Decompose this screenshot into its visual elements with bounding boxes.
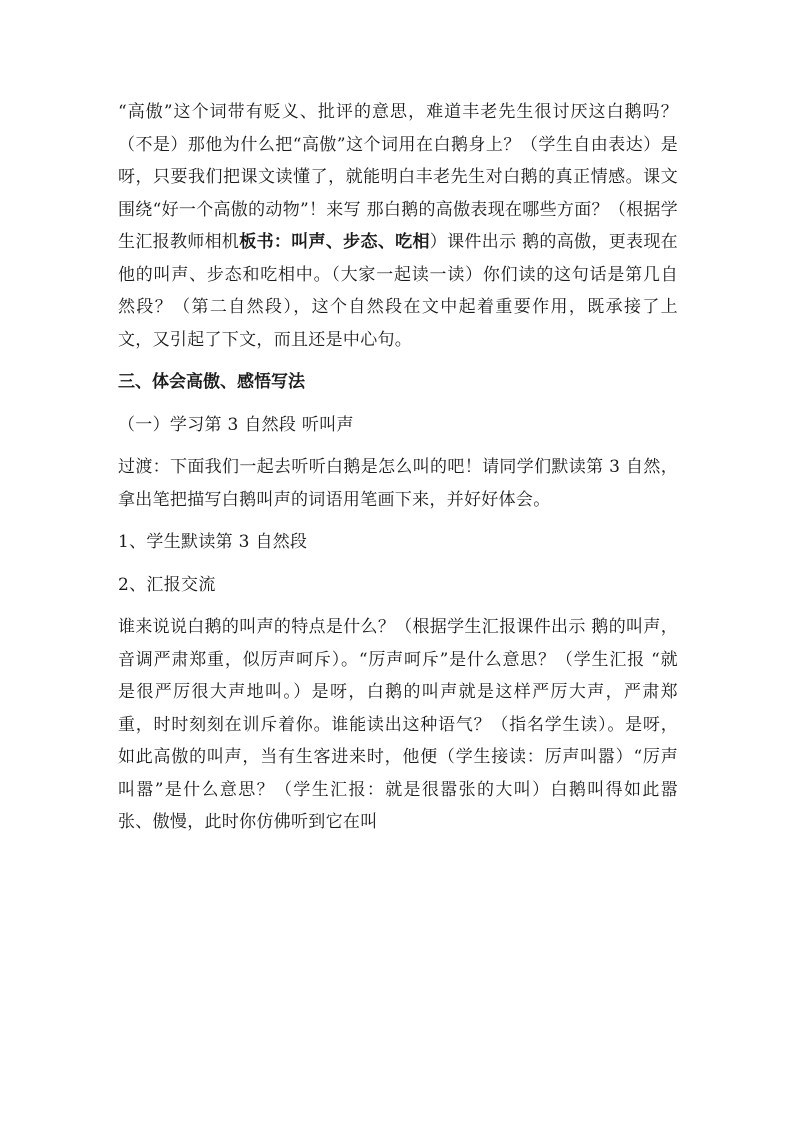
step-1: 1、学生默读第 3 自然段 — [118, 532, 308, 552]
sub-heading: （一）学习第 3 自然段 听叫声 — [118, 414, 354, 435]
board-writing-bold: 板书：叫声、步态、吃相 — [239, 232, 430, 252]
spacer — [118, 356, 678, 366]
paragraph-intro-part2: ）课件出示 鹅的高傲，更表现在他的叫声、步态和吃相中。（大家一起读一读）你们读的这句话是第几自然段？（第二自然段），这个自然段在文中起着重要作用，既承接了上文，又引起了下文，而且还是中心句。 — [118, 232, 678, 350]
paragraph-intro — [118, 96, 678, 356]
paragraph-transition: 过渡：下面我们一起去听听白鹅是怎么叫的吧！请同学们默读第 3 自然，拿出笔把描写白鹅叫声的词语用笔画下来，并好好体会。 — [118, 457, 678, 510]
step-2: 2、汇报交流 — [118, 574, 216, 595]
document-page — [118, 96, 678, 839]
paragraph-intro-part1: “高傲”这个词带有贬义、批评的意思，难道丰老先生很讨厌这白鹅吗？（不是）那他为什么把“高傲”这个词用在白鹅身上？（学生自由表达）是呀，只要我们把课文读懂了，就能明白丰老先生对白鹅的真正情感。课文围绕“好一个高傲的动物”！来写 那白鹅的高傲表现在哪些方面？（根据学生汇报教师相机 — [118, 102, 678, 252]
spacer — [118, 516, 678, 526]
spacer — [118, 441, 678, 451]
section-heading: 三、体会高傲、感悟写法 — [118, 372, 305, 392]
spacer — [118, 601, 678, 611]
spacer — [118, 559, 678, 569]
paragraph-report: 谁来说说白鹅的叫声的特点是什么？（根据学生汇报课件出示 鹅的叫声，音调严肃郑重，似厉声呵斥）。“厉声呵斥”是什么意思？（学生汇报 “就是很严厉很大声地叫。）是呀，白鹅的叫声就是这样严厉大声，严肃郑重，时时刻刻在训斥着你。谁能读出这种语气？（指名学生读）。是呀，如此高傲的叫声，当有生客进来时，他便（学生接读：厉声叫嚣）“厉声叫嚣”是什么意思？（学生汇报：就是很嚣张的大叫）白鹅叫得如此嚣张、傲慢，此时你仿佛听到它在叫 — [118, 617, 678, 832]
spacer — [118, 399, 678, 409]
